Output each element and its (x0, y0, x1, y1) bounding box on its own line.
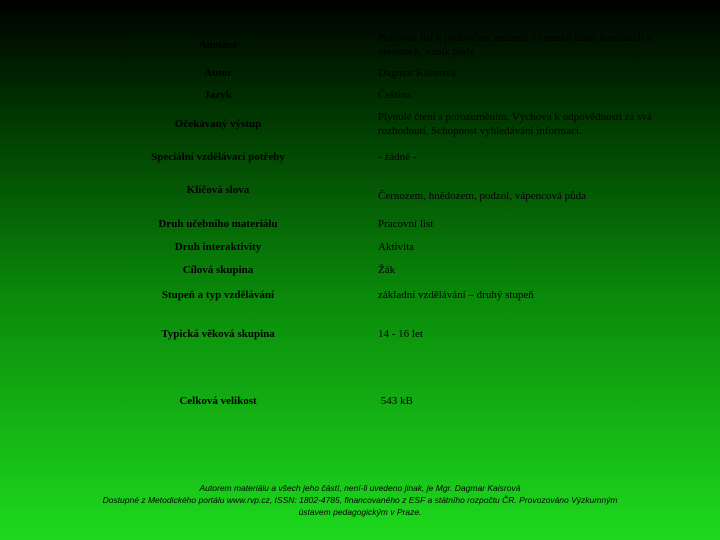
label-ocekavany-vystup: Očekávaný výstup (174, 118, 262, 130)
label-anotace: Anotace (198, 39, 238, 51)
value-druh-materialu: Pracovní list (378, 218, 434, 230)
value-specialni-potreby: - žádné - (378, 151, 417, 163)
value-autor: Dagmar Kaisrová (378, 67, 456, 79)
footer-line-2: Dostupné z Metodického portálu www.rvp.cz, ISSN: 1802-4785, financovaného z ESF a státního rozpočtu ČR. Provozováno Výzkumným (102, 495, 618, 505)
value-ocekavany-vystup: Plynulé čtení s porozuměním. Výchova k odpovědnosti za svá rozhodnutí. Schopnost vyhledávání informací. (378, 111, 652, 137)
value-druh-interaktivity: Aktivita (378, 241, 415, 253)
label-celkova-velikost: Celková velikost (179, 395, 257, 407)
value-cilova-skupina: Žák (378, 264, 396, 276)
label-stupen-vzdelavani: Stupeň a typ vzdělávání (161, 289, 275, 301)
footer-line-1: Autorem materiálu a všech jeho částí, není-li uvedeno jinak, je Mgr. Dagmar Kaisrová (199, 483, 521, 493)
value-klicova-slova: Černozem, hnědozem, podzol, vápencová půda (378, 190, 587, 202)
value-anotace: Pracovní list k procvičení znalostí o zemské kůře, horninách a nerostech, vznik půdy (378, 32, 652, 58)
label-cilova-skupina: Cílová skupina (182, 264, 254, 276)
value-jazyk: Čeština (378, 89, 411, 101)
label-vekova-skupina: Typická věková skupina (161, 328, 275, 340)
value-celkova-velikost: 543 kB (378, 395, 413, 407)
footer-line-3: ústavem pedagogickým v Praze. (298, 507, 422, 517)
value-vekova-skupina: 14 - 16 let (378, 328, 423, 340)
value-stupen-vzdelavani: základní vzdělávání – druhý stupeň (378, 289, 534, 301)
label-klicova-slova: Klíčová slova (186, 184, 250, 196)
label-druh-materialu: Druh učebního materiálu (158, 218, 278, 230)
label-jazyk: Jazyk (204, 89, 232, 101)
label-druh-interaktivity: Druh interaktivity (174, 241, 262, 253)
label-autor: Autor (203, 67, 233, 79)
label-specialni-potreby: Speciální vzdělávací potřeby (151, 151, 285, 163)
footer-credits (20, 482, 700, 518)
